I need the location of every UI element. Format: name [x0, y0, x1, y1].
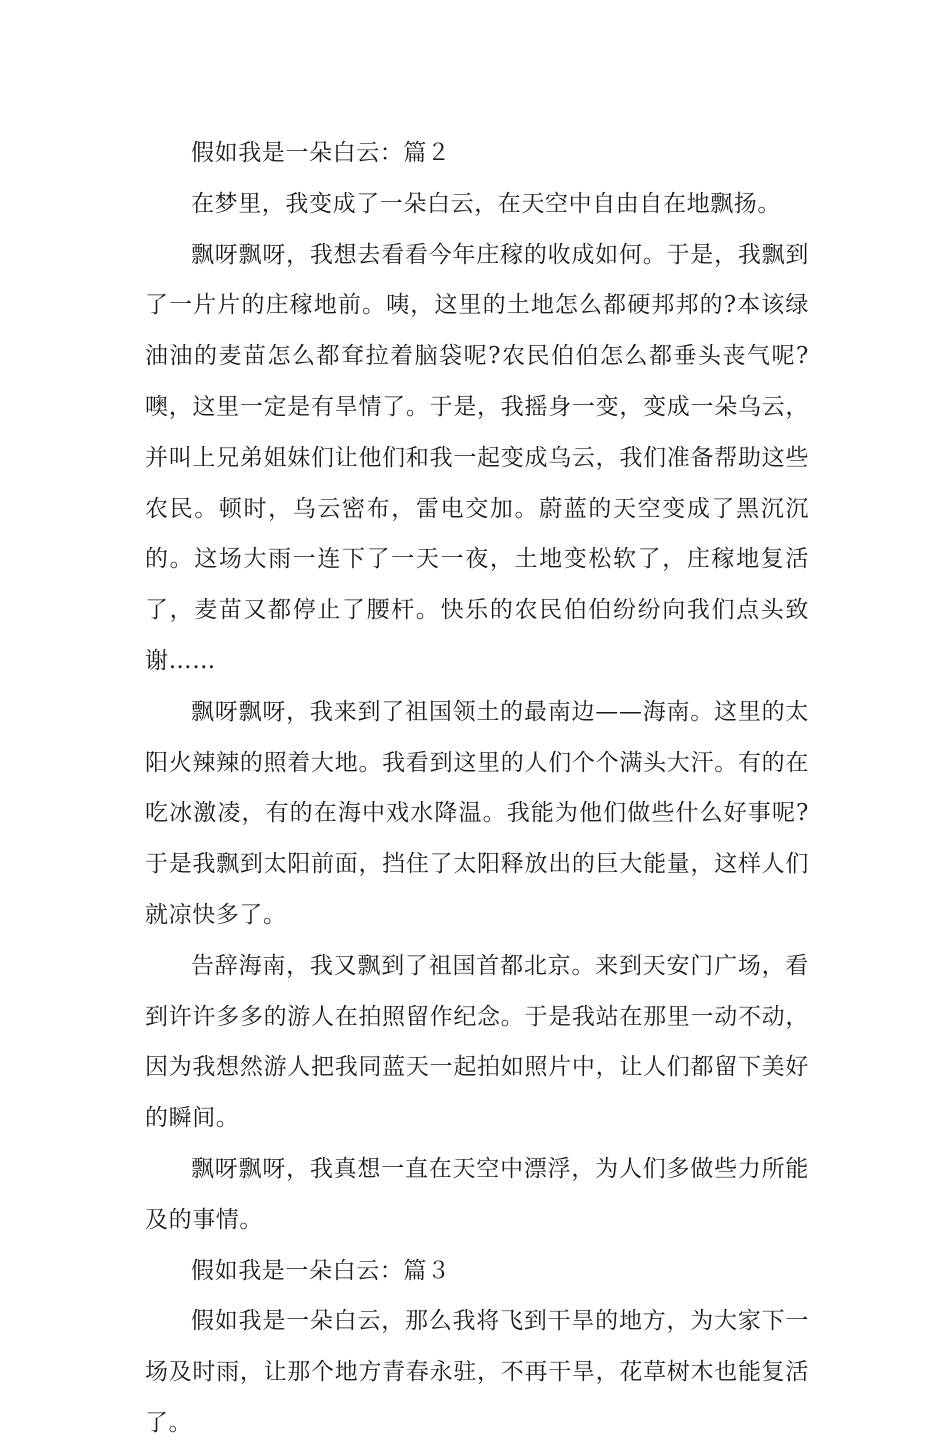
- paragraph: 在梦里，我变成了一朵白云，在天空中自由自在地飘扬。: [191, 190, 781, 217]
- paragraph: 飘呀飘呀，我想去看看今年庄稼的收成如何。于是，我飘到了一片片的庄稼地前。咦，这里的土地怎么都硬邦邦的?本该绿油油的麦苗怎么都耷拉着脑袋呢?农民伯伯怎么都垂头丧气呢?噢，这里一定是有旱情了。于是，我摇身一变，变成一朵乌云，并叫上兄弟姐妹们让他们和我一起变成乌云，我们准备帮助这些农民。顿时，乌云密布，雷电交加。蔚蓝的天空变成了黑沉沉的。这场大雨一连下了一天一夜，土地变松软了，庄稼地复活了，麦苗又都停止了腰杆。快乐的农民伯伯纷纷向我们点头致谢……: [145, 241, 809, 674]
- section-heading-3: 假如我是一朵白云：篇３: [191, 1257, 451, 1284]
- section-heading-2: 假如我是一朵白云：篇２: [191, 140, 451, 166]
- paragraph: 假如我是一朵白云，那么我将飞到干旱的地方，为大家下一场及时雨，让那个地方青春永驻，不再干旱，花草树木也能复活了。: [145, 1308, 809, 1436]
- paragraph: 飘呀飘呀，我来到了祖国领土的最南边——海南。这里的太阳火辣辣的照着大地。我看到这里的人们个个满头大汗。有的在吃冰激凌，有的在海中戏水降温。我能为他们做些什么好事呢?于是我飘到太阳前面，挡住了太阳释放出的巨大能量，这样人们就凉快多了。: [145, 698, 809, 928]
- document-body: [145, 128, 809, 1449]
- paragraph: 告辞海南，我又飘到了祖国首都北京。来到天安门广场，看到许许多多的游人在拍照留作纪念。于是我站在那里一动不动，因为我想然游人把我同蓝天一起拍如照片中，让人们都留下美好的瞬间。: [145, 952, 809, 1132]
- paragraph: 飘呀飘呀，我真想一直在天空中漂浮，为人们多做些力所能及的事情。: [145, 1155, 809, 1233]
